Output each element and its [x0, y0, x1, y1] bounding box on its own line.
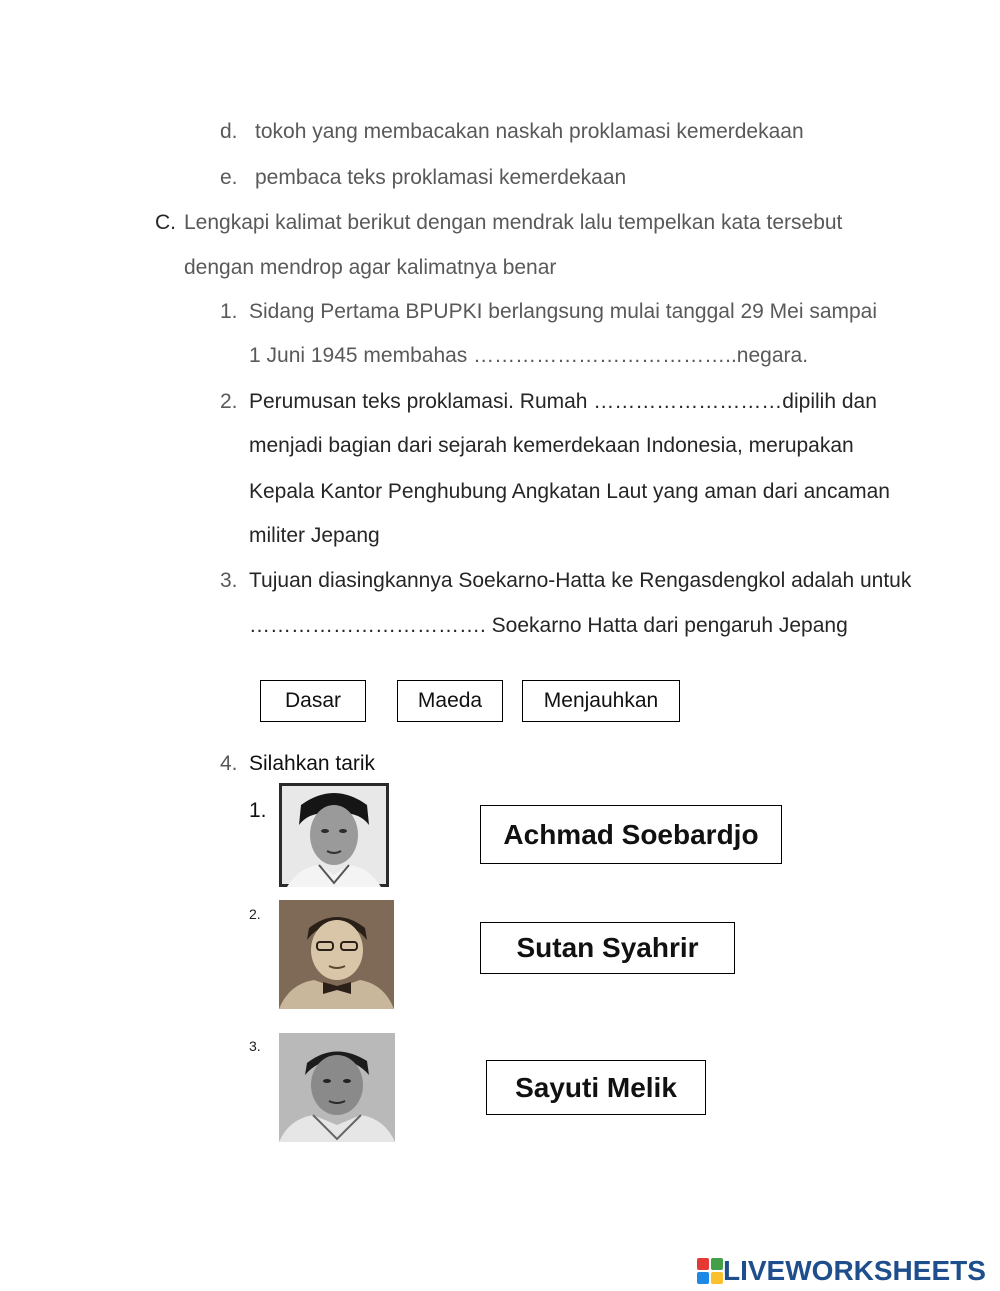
- word-chip-dasar[interactable]: Dasar: [260, 680, 366, 722]
- section-c-intro-line1: Lengkapi kalimat berikut dengan mendrak lalu tempelkan kata tersebut: [184, 211, 843, 234]
- q4-instruction: Silahkan tarik: [249, 752, 376, 775]
- q3-line2: ……………………………. Soekarno Hatta dari pengaruh Jepang: [249, 614, 848, 637]
- portrait-photo-1[interactable]: [279, 783, 389, 887]
- q1-number: 1.: [220, 300, 238, 323]
- q2-number: 2.: [220, 390, 238, 413]
- q3-line1: Tujuan diasingkannya Soekarno-Hatta ke Rengasdengkol adalah untuk: [249, 569, 912, 592]
- liveworksheets-logo-icon: [697, 1258, 723, 1284]
- q2-line4: militer Jepang: [249, 524, 380, 547]
- liveworksheets-logo-text: LIVEWORKSHEETS: [723, 1255, 986, 1286]
- q2-line1: Perumusan teks proklamasi. Rumah ………………………dipilih dan: [249, 390, 877, 413]
- photo-3-number: 3.: [249, 1038, 261, 1054]
- word-chip-maeda[interactable]: Maeda: [397, 680, 503, 722]
- q1-line1: Sidang Pertama BPUPKI berlangsung mulai tanggal 29 Mei sampai: [249, 300, 878, 323]
- q4-number: 4.: [220, 752, 238, 775]
- name-box-achmad-soebardjo[interactable]: Achmad Soebardjo: [480, 805, 782, 864]
- item-d-letter: d.: [220, 120, 238, 143]
- section-c-letter: C.: [155, 211, 176, 234]
- photo-2-number: 2.: [249, 906, 261, 922]
- item-d-text: tokoh yang membacakan naskah proklamasi kemerdekaan: [255, 120, 804, 143]
- q2-line2: menjadi bagian dari sejarah kemerdekaan Indonesia, merupakan: [249, 434, 854, 457]
- portrait-photo-2[interactable]: [279, 900, 394, 1009]
- q3-number: 3.: [220, 569, 238, 592]
- item-e-letter: e.: [220, 166, 238, 189]
- q1-line2: 1 Juni 1945 membahas ………………………………..negara.: [249, 344, 809, 367]
- liveworksheets-logo: [697, 1255, 986, 1287]
- word-chip-menjauhkan[interactable]: Menjauhkan: [522, 680, 680, 722]
- portrait-photo-3[interactable]: [279, 1033, 395, 1142]
- section-c-intro-line2: dengan mendrop agar kalimatnya benar: [184, 256, 557, 279]
- name-box-sutan-syahrir[interactable]: Sutan Syahrir: [480, 922, 735, 974]
- name-box-sayuti-melik[interactable]: Sayuti Melik: [486, 1060, 706, 1115]
- item-e-text: pembaca teks proklamasi kemerdekaan: [255, 166, 627, 189]
- photo-1-number: 1.: [249, 799, 267, 822]
- q2-line3: Kepala Kantor Penghubung Angkatan Laut yang aman dari ancaman: [249, 480, 890, 503]
